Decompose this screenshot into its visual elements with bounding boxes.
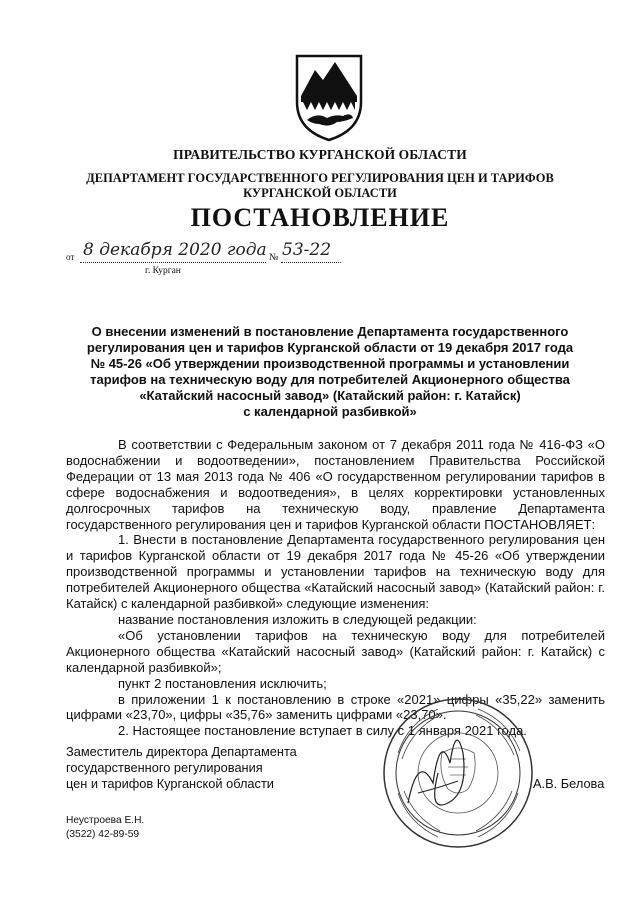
- executor-phone: (3522) 42-89-59: [66, 829, 140, 840]
- signatory-line: Заместитель директора Департамента: [66, 744, 297, 759]
- number-label: №: [269, 252, 279, 263]
- date-from-label: от: [66, 252, 75, 262]
- city-name: г. Курган: [145, 266, 181, 276]
- item-1c-paragraph: пункт 2 постановления исключить;: [118, 675, 327, 691]
- signatory-line: государственного регулирования: [66, 759, 263, 775]
- signatory-name: А.В. Белова: [533, 776, 605, 791]
- date-underline: [80, 262, 266, 263]
- subject-line: регулирования цен и тарифов Курганской области от 19 декабря 2017 года: [86, 340, 574, 355]
- document-subject: [70, 324, 590, 420]
- subject-line: № 45-26 «Об утверждении производственной программы и установлении: [90, 356, 570, 371]
- coat-of-arms-emblem: [293, 52, 365, 142]
- signatory-position: [66, 744, 297, 791]
- handwritten-number: 53-22: [282, 240, 332, 260]
- item-1-paragraph: 1. Внести в постановление Департамента государственного регулирования цен и тарифов Курганской области от 19 декабря 2017 года № 45-26 «Об утверждении производственной программы и установлении тарифов на техническую воду для потребителей Акционерного общества «Катайский насосный завод» (Катайский район: г. Катайск) с календарной разбивкой» следующие изменения:: [66, 532, 605, 612]
- subject-line: О внесении изменений в постановление Департамента государственного: [91, 324, 569, 339]
- item-1d-paragraph: в приложении 1 к постановлению в строке «2021» цифры «35,22» заменить цифрами «23,70», цифры «35,76» заменить цифрами «23,70».: [66, 691, 605, 723]
- number-underline: [281, 262, 341, 263]
- signatory-line: цен и тарифов Курганской области: [66, 775, 274, 791]
- department-name-line2: КУРГАНСКОЙ ОБЛАСТИ: [243, 186, 397, 200]
- department-name-line1: ДЕПАРТАМЕНТ ГОСУДАРСТВЕННОГО РЕГУЛИРОВАНИЯ ЦЕН И ТАРИФОВ: [86, 171, 554, 185]
- item-1a-paragraph: название постановления изложить в следующей редакции:: [118, 611, 477, 627]
- preamble-paragraph: В соответствии с Федеральным законом от 7 декабря 2011 года № 416-ФЗ «О водоснабжении и водоотведении», постановлением Правительства Российской Федерации от 13 мая 2013 года № 406 «О государственном регулировании тарифов в сфере водоснабжения и водоотведения», в целях корректировки установленных долгосрочных тарифов на техническую воду, правление Департамента государственного регулирования цен и тарифов Курганской области ПОСТАНОВЛЯЕТ:: [66, 437, 605, 532]
- executor-info: [66, 814, 144, 842]
- subject-line: с календарной разбивкой»: [243, 404, 417, 419]
- handwritten-date: 8 декабря 2020 года: [83, 240, 267, 260]
- executor-name: Неустроева Е.Н.: [66, 815, 145, 826]
- subject-line: тарифов на техническую воду для потребителей Акционерного общества: [90, 372, 570, 387]
- official-seal-stamp: [378, 693, 538, 853]
- subject-line: «Катайский насосный завод» (Катайский район: г. Катайск): [139, 388, 521, 403]
- item-1b-paragraph: «Об установлении тарифов на техническую воду для потребителей Акционерного общества «Катайский насосный завод» (Катайский район: г. Катайск) с календарной разбивкой»;: [66, 627, 605, 675]
- item-2-paragraph: 2. Настоящее постановление вступает в силу с 1 января 2021 года.: [118, 723, 527, 739]
- government-name: ПРАВИТЕЛЬСТВО КУРГАНСКОЙ ОБЛАСТИ: [173, 147, 467, 162]
- document-type-title: ПОСТАНОВЛЕНИЕ: [190, 203, 450, 232]
